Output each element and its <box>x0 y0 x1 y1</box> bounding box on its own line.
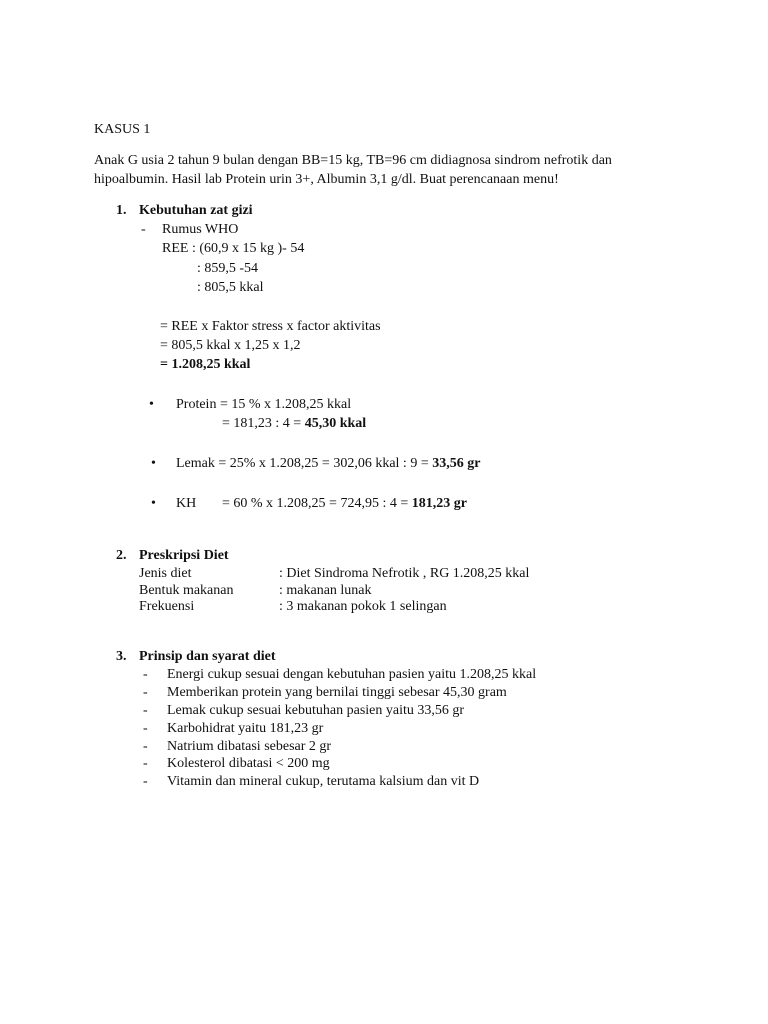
prescription-value: : Diet Sindroma Nefrotik , RG 1.208,25 kkal <box>279 566 530 581</box>
section-2-number: 2. <box>116 548 127 563</box>
list-item: Lemak cukup sesuai kebutuhan pasien yaitu 33,56 gr <box>167 703 465 718</box>
case-title: KASUS 1 <box>94 122 151 137</box>
dash-marker: - <box>141 222 146 237</box>
fat-line <box>176 455 480 472</box>
ree-line-3: : 805,5 kkal <box>197 280 264 295</box>
carb-label: KH <box>176 496 197 511</box>
protein-calc: = 181,23 : 4 = <box>222 416 305 431</box>
dash-marker: - <box>143 667 148 682</box>
bullet-carb: • <box>151 496 156 511</box>
protein-line-1: Protein = 15 % x 1.208,25 kkal <box>176 397 352 412</box>
section-1-number: 1. <box>116 203 127 218</box>
fat-calc: Lemak = 25% x 1.208,25 = 302,06 kkal : 9 = <box>176 456 433 471</box>
calc-line-2: = 805,5 kkal x 1,25 x 1,2 <box>160 338 301 353</box>
fat-result: 33,56 gr <box>432 456 481 471</box>
list-item: Karbohidrat yaitu 181,23 gr <box>167 721 324 736</box>
dash-marker: - <box>143 685 148 700</box>
list-item: Energi cukup sesuai dengan kebutuhan pasien yaitu 1.208,25 kkal <box>167 667 537 682</box>
dash-marker: - <box>143 739 148 754</box>
list-item: Memberikan protein yang bernilai tinggi sebesar 45,30 gram <box>167 685 507 700</box>
carb-calc: = 60 % x 1.208,25 = 724,95 : 4 = <box>222 496 412 511</box>
carb-result: 181,23 gr <box>411 496 467 511</box>
section-1-heading: Kebutuhan zat gizi <box>139 203 253 218</box>
calc-line-1: = REE x Faktor stress x factor aktivitas <box>160 319 381 334</box>
list-item: Kolesterol dibatasi < 200 mg <box>167 756 330 771</box>
bullet-fat: • <box>151 456 156 471</box>
dash-marker: - <box>143 774 148 789</box>
list-item: Vitamin dan mineral cukup, terutama kalsium dan vit D <box>167 774 480 789</box>
dash-marker: - <box>143 721 148 736</box>
bullet-protein: • <box>149 397 154 412</box>
intro-line-1: Anak G usia 2 tahun 9 bulan dengan BB=15 kg, TB=96 cm didiagnosa sindrom nefrotik dan <box>94 153 612 168</box>
section-3-heading: Prinsip dan syarat diet <box>139 649 276 664</box>
formula-name: Rumus WHO <box>162 222 239 237</box>
prescription-value: : makanan lunak <box>279 583 372 598</box>
ree-line-1: REE : (60,9 x 15 kg )- 54 <box>162 241 305 256</box>
intro-line-2: hipoalbumin. Hasil lab Protein urin 3+, Albumin 3,1 g/dl. Buat perencanaan menu! <box>94 172 559 187</box>
list-item: Natrium dibatasi sebesar 2 gr <box>167 739 332 754</box>
carb-line <box>222 495 467 512</box>
section-3-number: 3. <box>116 649 127 664</box>
prescription-label: Frekuensi <box>139 599 195 614</box>
dash-marker: - <box>143 703 148 718</box>
prescription-value: : 3 makanan pokok 1 selingan <box>279 599 447 614</box>
ree-line-2: : 859,5 -54 <box>197 261 259 276</box>
protein-result: 45,30 kkal <box>304 416 367 431</box>
section-2-heading: Preskripsi Diet <box>139 548 229 563</box>
prescription-label: Jenis diet <box>139 566 192 581</box>
protein-line-2 <box>222 415 366 432</box>
prescription-label: Bentuk makanan <box>139 583 234 598</box>
calc-result: = 1.208,25 kkal <box>160 357 251 372</box>
dash-marker: - <box>143 756 148 771</box>
